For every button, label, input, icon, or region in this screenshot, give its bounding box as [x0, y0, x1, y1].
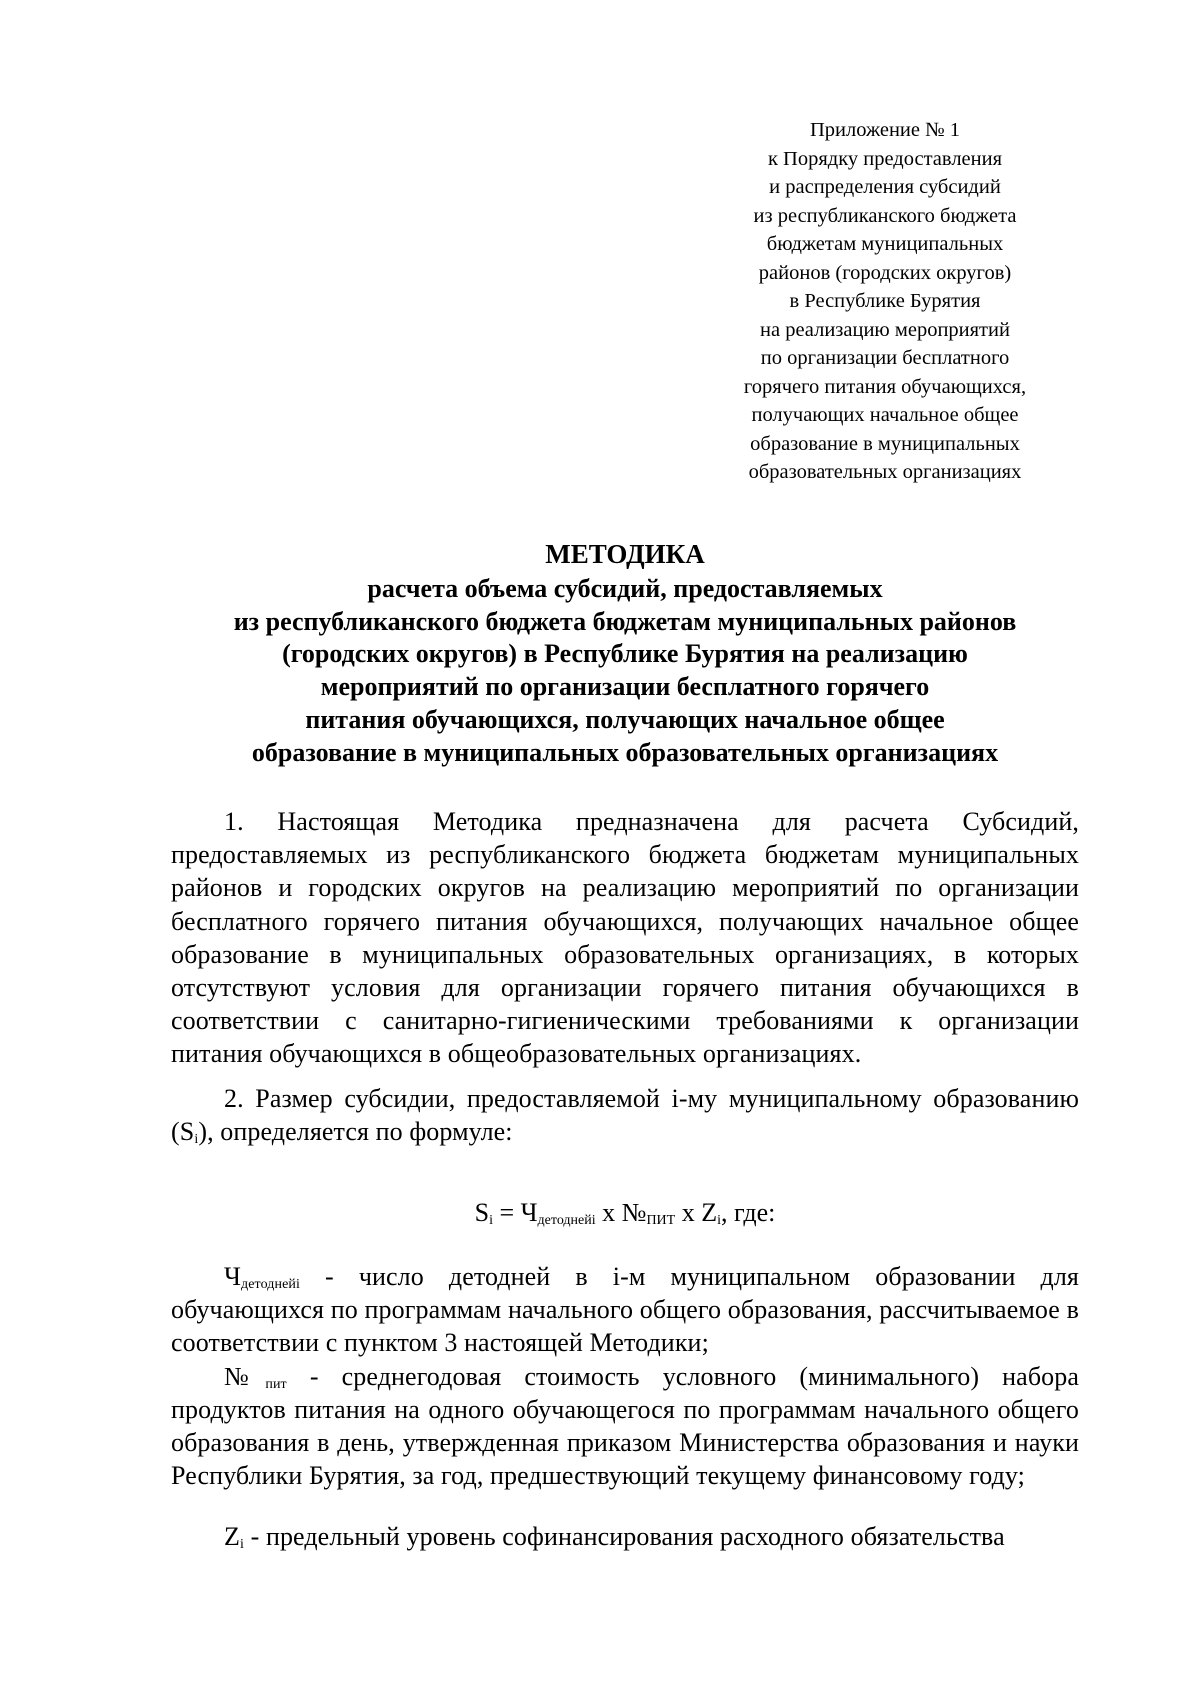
subscript: ПИТ [646, 1213, 676, 1228]
formula-part: = Ч [492, 1198, 538, 1227]
appendix-line: к Порядку предоставления [767, 147, 1003, 170]
subscript: пит [265, 1376, 287, 1392]
formula-part: х Z [675, 1198, 718, 1227]
appendix-line: по организации бесплатного [760, 347, 1010, 369]
paragraph-text [171, 1082, 1079, 1148]
formula [171, 1196, 1079, 1229]
definition-text: - число детодней в i-м муниципальном образовании для обучающихся по программам начального общего образования, рассчитываемое в соответствии с пунктом 3 настоящей Методики; [171, 1262, 1079, 1358]
appendix-line: образовательных организациях [748, 461, 1022, 483]
paragraph-text-part: ), определяется по формуле: [198, 1117, 513, 1147]
title-line: из республиканского бюджета бюджетам муниципальных районов [233, 606, 1017, 636]
paragraph-1 [171, 805, 1079, 1071]
title-line: питания обучающихся, получающих начальное общее [305, 704, 945, 734]
formula-part: S [474, 1198, 490, 1227]
title-line: образование в муниципальных образовательных организациях [251, 737, 999, 767]
paragraph-text-part: 2. Размер субсидии, предоставляемой i-му муниципальному образованию (S [171, 1084, 1079, 1147]
appendix-line: из республиканского бюджета [753, 204, 1017, 227]
paragraph-2 [171, 1082, 1079, 1148]
definition-text: - предельный уровень софинансирования расходного обязательства [243, 1522, 1005, 1552]
subscript: i [717, 1213, 721, 1228]
document-title-block [170, 538, 1080, 770]
document-title: МЕТОДИКА [545, 539, 705, 569]
appendix-line: и распределения субсидий [769, 176, 1001, 198]
appendix-line: в Республике Бурятия [789, 290, 981, 312]
title-line: (городских округов) в Республике Бурятия на реализацию [282, 639, 968, 669]
appendix-line: районов (городских округов) [758, 261, 1012, 284]
definition-n [171, 1360, 1079, 1493]
appendix-line: бюджетам муниципальных [766, 233, 1004, 255]
definitions [171, 1260, 1079, 1554]
appendix-note [700, 116, 1070, 487]
symbol: Z [224, 1522, 240, 1552]
definition-text: - среднегодовая стоимость условного (минимального) набора продуктов питания на одного обучающегося по программам начального общего образования в день, утвержденная приказом Министерства образования и науки Республики Бурятия, за год, предшествующий текущему финансовому году; [171, 1361, 1079, 1491]
subscript: i [489, 1213, 493, 1228]
subscript: i [194, 1132, 199, 1148]
subscript: i [239, 1537, 244, 1553]
subscript: детоднейi [241, 1277, 300, 1292]
title-line: мероприятий по организации бесплатного горячего [320, 672, 930, 702]
title-line: расчета объема субсидий, предоставляемых [367, 573, 883, 603]
subscript: детоднейi [537, 1213, 596, 1228]
definition-z [171, 1520, 1079, 1553]
appendix-line: получающих начальное общее [751, 404, 1019, 426]
appendix-line: образование в муниципальных [750, 432, 1020, 455]
symbol: Ч [224, 1262, 241, 1291]
appendix-line: горячего питания обучающихся, [743, 375, 1027, 398]
appendix-line: Приложение № 1 [809, 119, 961, 141]
formula-part: х № [595, 1198, 647, 1227]
paragraph-text: 1. Настоящая Методика предназначена для расчета Субсидий, предоставляемых из республиканского бюджета бюджетам муниципальных районов и городских округов на реализацию мероприятий по организации бесплатного горячего питания обучающихся, получающих начальное общее образование в муниципальных образовательных организациях, в которых отсутствуют условия для организации горячего питания обучающихся в соответствии с санитарно-гигиеническими требованиями к организации питания обучающихся в общеобразовательных организациях. [171, 807, 1079, 1069]
appendix-line: на реализацию мероприятий [760, 318, 1010, 341]
symbol: № [224, 1361, 266, 1391]
formula-part: , где: [721, 1198, 776, 1227]
definition-ch [171, 1260, 1079, 1360]
